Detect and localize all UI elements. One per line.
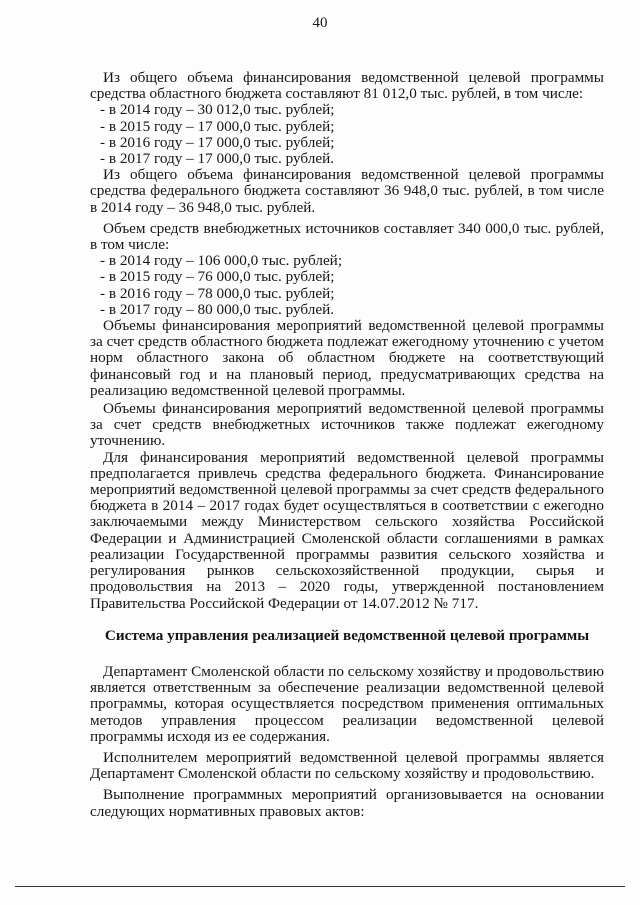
list-item-regional-2016: - в 2016 году – 17 000,0 тыс. рублей;	[100, 133, 335, 151]
bottom-divider	[15, 886, 625, 887]
paragraph-extrabudget: Объем средств внебюджетных источников составляет 340 000,0 тыс. рублей, в том числе:	[90, 219, 604, 254]
paragraph-executor: Исполнителем мероприятий ведомственной целевой программы является Департамент Смоленской области по сельскому хозяйству и продовольствию.	[90, 748, 604, 783]
paragraph-federal-budget: Из общего объема финансирования ведомственной целевой программы средства федерального бюджета составляют 36 948,0 тыс. рублей, в том числе в 2014 году – 36 948,0 тыс. рублей.	[90, 166, 604, 216]
paragraph-regional-adjustment: Объемы финансирования мероприятий ведомственной целевой программы за счет средств областного бюджета подлежат ежегодному уточнению с учетом норм областного закона об областном бюджете на соответствующий финансовый год и на плановый период, предусматривающих средства на реализацию ведомственной целевой программы.	[90, 317, 604, 399]
document-body	[90, 70, 604, 820]
list-item-regional-2017: - в 2017 году – 17 000,0 тыс. рублей.	[100, 150, 335, 168]
paragraph-implementation: Выполнение программных мероприятий организовывается на основании следующих нормативных правовых актов:	[90, 786, 604, 820]
list-item-regional-2014: - в 2014 году – 30 012,0 тыс. рублей;	[100, 101, 335, 119]
list-item-regional-2015: - в 2015 году – 17 000,0 тыс. рублей;	[100, 117, 335, 135]
section-heading: Система управления реализацией ведомственной целевой программы	[104, 626, 590, 644]
list-item-extrabudget-2015: - в 2015 году – 76 000,0 тыс. рублей;	[100, 268, 335, 286]
list-item-extrabudget-2017: - в 2017 году – 80 000,0 тыс. рублей.	[100, 300, 335, 318]
paragraph-federal-attraction: Для финансирования мероприятий ведомственной целевой программы предполагается привлечь средства федерального бюджета. Финансирование мероприятий ведомственной целевой программы за счет средств федерального бюджета в 2014 – 2017 годах будет осуществляться в соответствии с ежегодно заключаемыми между Министерством сельского хозяйства Российской Федерации и Администрацией Смоленской области соглашениями в рамках реализации Государственной программы развития сельского хозяйства и регулирования рынков сельскохозяйственной продукции, сырья и продовольствия на 2013 – 2020 годы, утвержденной постановлением Правительства Российской Федерации от 14.07.2012 № 717.	[90, 448, 604, 612]
list-item-extrabudget-2016: - в 2016 году – 78 000,0 тыс. рублей;	[100, 284, 335, 302]
paragraph-extrabudget-adjustment: Объемы финансирования мероприятий ведомственной целевой программы за счет средств внебюджетных источников также подлежат ежегодному уточнению.	[90, 400, 604, 450]
list-item-extrabudget-2014: - в 2014 году – 106 000,0 тыс. рублей;	[100, 252, 343, 270]
paragraph-regional-budget: Из общего объема финансирования ведомственной целевой программы средства областного бюджета составляют 81 012,0 тыс. рублей, в том числе:	[90, 69, 604, 103]
page-number: 40	[312, 15, 328, 31]
paragraph-responsible: Департамент Смоленской области по сельскому хозяйству и продовольствию является ответственным за обеспечение реализации ведомственной целевой программы, которая осуществляется посредством применения оптимальных методов управления процессом реализации ведомственной целевой программы исходя из ее содержания.	[90, 662, 604, 745]
